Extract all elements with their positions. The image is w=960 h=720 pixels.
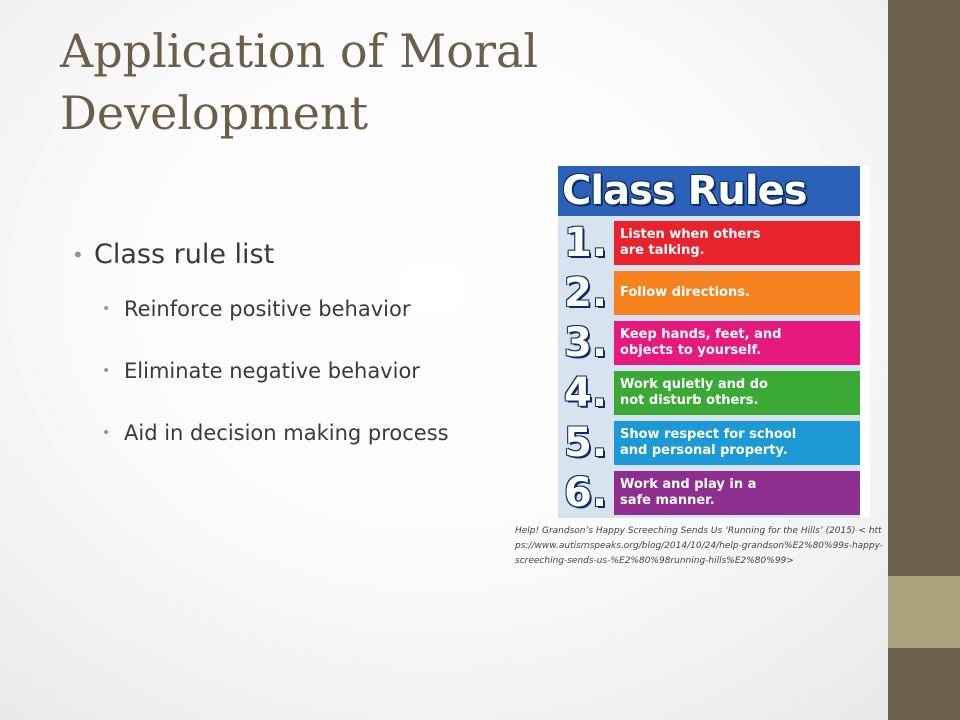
class-rules-poster-image <box>558 166 870 518</box>
bullet-dot-icon: • <box>102 301 111 317</box>
rule-text: Show respect for school and personal property. <box>620 427 797 458</box>
rule-number: 6. <box>564 470 608 516</box>
bullet-text: Class rule list <box>94 239 275 270</box>
sub-bullet-text: Aid in decision making process <box>124 421 449 445</box>
rule-number: 4. <box>564 370 608 416</box>
sub-bullet-text: Eliminate negative behavior <box>124 359 420 383</box>
rule-number: 2. <box>564 270 608 316</box>
rule-text: Keep hands, feet, and objects to yourself. <box>620 327 782 358</box>
sub-bullet-item <box>72 294 532 324</box>
rule-text: Follow directions. <box>620 285 750 300</box>
rule-text: Listen when others are talking. <box>620 227 761 258</box>
rule-band <box>614 371 860 415</box>
rule-band <box>614 221 860 265</box>
rule-number: 5. <box>564 420 608 466</box>
rule-row <box>558 368 860 418</box>
sub-bullet-item <box>72 418 532 448</box>
bullet-item <box>72 230 532 280</box>
poster-edge <box>860 166 870 518</box>
rule-row <box>558 418 860 468</box>
rule-band <box>614 271 860 315</box>
bullet-list <box>72 230 532 480</box>
rule-number: 1. <box>564 220 608 266</box>
image-citation: Help! Grandson’s Happy Screeching Sends Us ‘Running for the Hills’ (2015) < https://www.autismspeaks.org/blog/2014/10/24/help-grandson%E2%80%99s-happy-screeching-sends-us-%E2%80%98running-hills%E2%80%99> <box>515 526 883 566</box>
slide-title: Application of Moral Development <box>60 24 539 140</box>
sub-bullet-list <box>72 294 532 448</box>
rule-band <box>614 421 860 465</box>
rule-row <box>558 468 860 518</box>
bullet-dot-icon: • <box>72 243 84 267</box>
rule-text: Work quietly and do not disturb others. <box>620 377 768 408</box>
rule-row <box>558 218 860 268</box>
rule-row <box>558 268 860 318</box>
sidebar-accent-block <box>888 576 960 648</box>
rule-band <box>614 471 860 515</box>
rule-band <box>614 321 860 365</box>
poster-header <box>558 166 860 216</box>
sub-bullet-text: Reinforce positive behavior <box>124 297 411 321</box>
sub-bullet-item <box>72 356 532 386</box>
rule-text: Work and play in a safe manner. <box>620 477 757 508</box>
bullet-dot-icon: • <box>102 425 111 441</box>
poster-title: Class Rules <box>562 168 807 214</box>
bullet-dot-icon: • <box>102 363 111 379</box>
rule-row <box>558 318 860 368</box>
rule-number: 3. <box>564 320 608 366</box>
